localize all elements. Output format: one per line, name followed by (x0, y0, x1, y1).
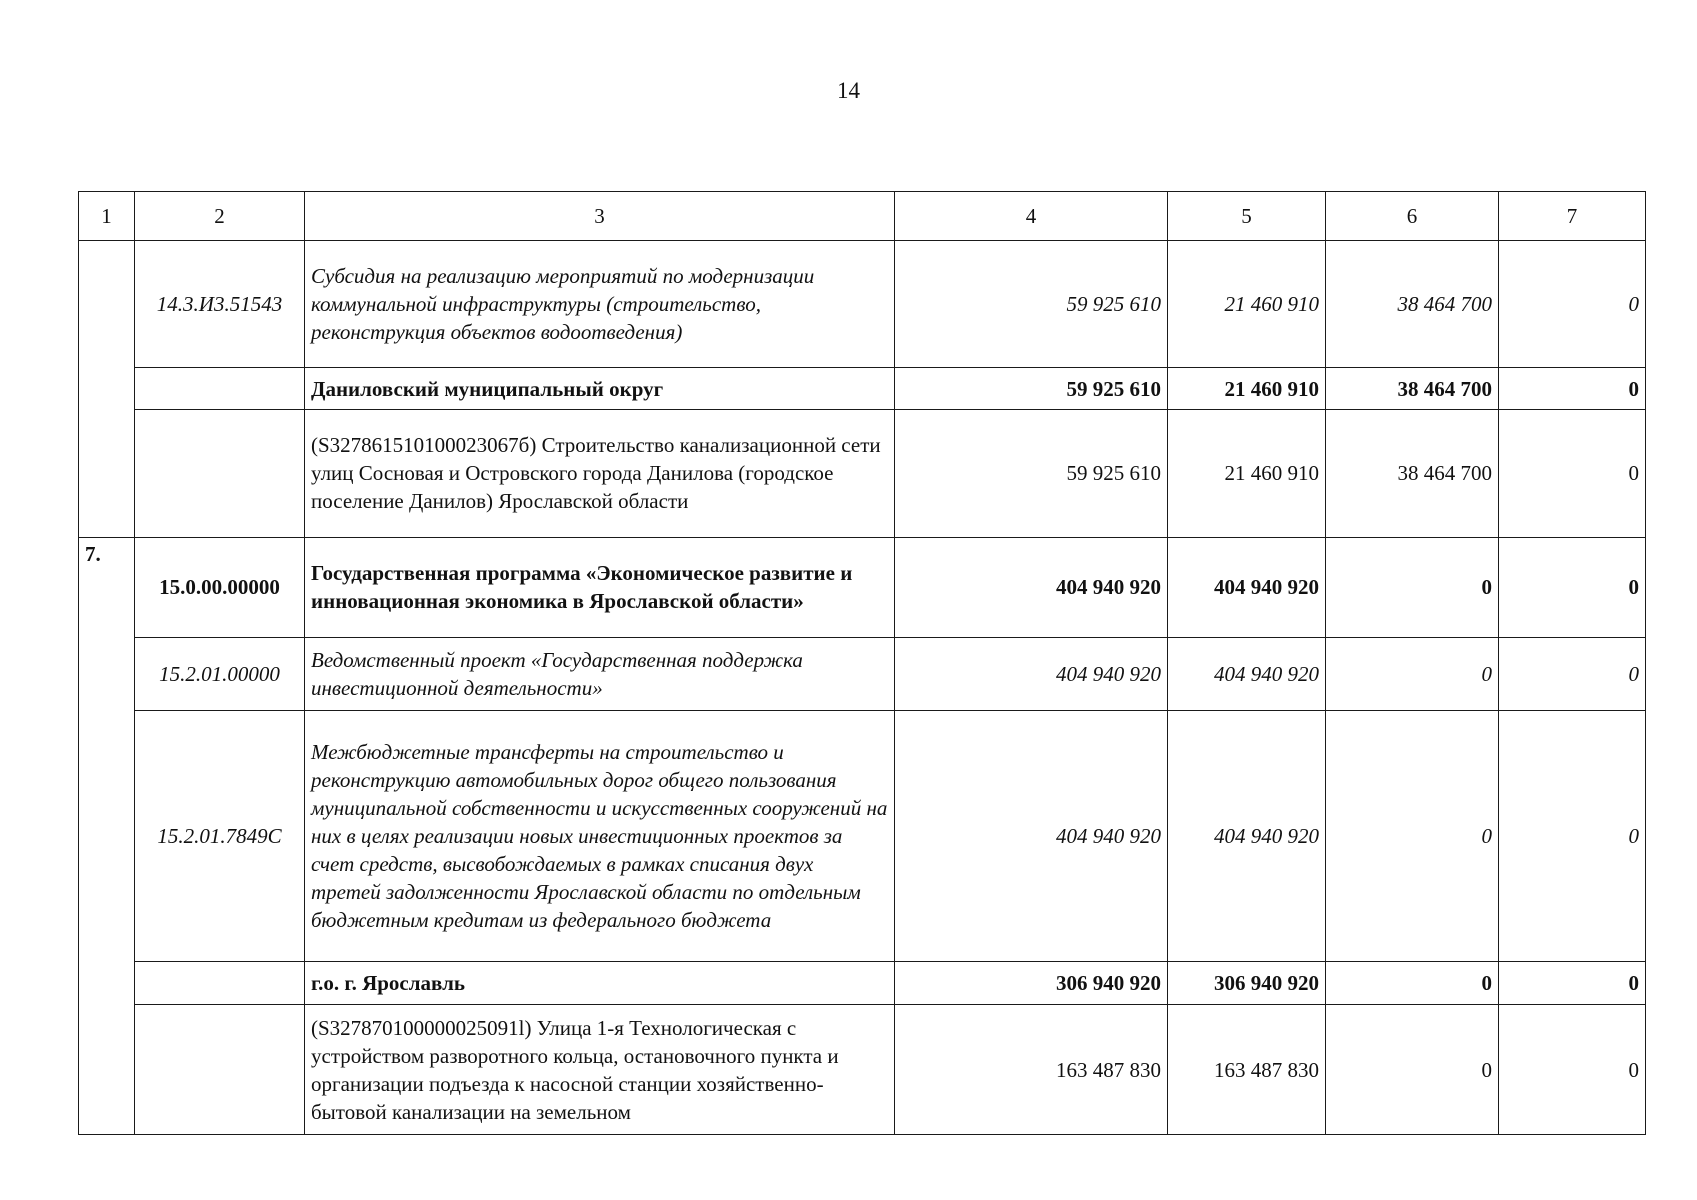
value-col-4: 306 940 920 (895, 961, 1168, 1005)
value-col-5: 21 460 910 (1168, 368, 1326, 410)
table-row (79, 710, 1646, 961)
value-col-7: 0 (1499, 241, 1646, 368)
header-cell-7: 7 (1499, 192, 1646, 241)
page-number: 14 (837, 78, 860, 103)
value-col-4: 59 925 610 (895, 410, 1168, 537)
value-col-6: 38 464 700 (1326, 410, 1499, 537)
value-col-4: 59 925 610 (895, 241, 1168, 368)
value-col-7: 0 (1499, 368, 1646, 410)
item-description: (S327870100000025091l) Улица 1-я Технологическая с устройством разворотного кольца, остановочного пункта и организации подъезда к насосной станции хозяйственно-бытовой канализации на земельном (305, 1005, 895, 1135)
header-cell-1: 1 (79, 192, 135, 241)
header-row (79, 192, 1646, 241)
budget-code: 15.2.01.7849С (135, 710, 305, 961)
row-number: 7. (79, 537, 135, 1134)
value-col-4: 404 940 920 (895, 537, 1168, 637)
table-row (79, 241, 1646, 368)
value-col-5: 404 940 920 (1168, 710, 1326, 961)
budget-code (135, 961, 305, 1005)
header-cell-4: 4 (895, 192, 1168, 241)
value-col-6: 0 (1326, 1005, 1499, 1135)
item-description: Государственная программа «Экономическое развитие и инновационная экономика в Ярославской области» (305, 537, 895, 637)
value-col-7: 0 (1499, 1005, 1646, 1135)
table-row (79, 961, 1646, 1005)
value-col-4: 163 487 830 (895, 1005, 1168, 1135)
table-row (79, 537, 1646, 637)
table-row (79, 368, 1646, 410)
value-col-7: 0 (1499, 637, 1646, 710)
value-col-5: 404 940 920 (1168, 537, 1326, 637)
value-col-5: 404 940 920 (1168, 637, 1326, 710)
value-col-7: 0 (1499, 710, 1646, 961)
table-row (79, 637, 1646, 710)
header-cell-2: 2 (135, 192, 305, 241)
value-col-5: 306 940 920 (1168, 961, 1326, 1005)
budget-table (78, 191, 1646, 1135)
value-col-5: 21 460 910 (1168, 241, 1326, 368)
budget-code: 15.0.00.00000 (135, 537, 305, 637)
value-col-4: 59 925 610 (895, 368, 1168, 410)
header-cell-5: 5 (1168, 192, 1326, 241)
value-col-7: 0 (1499, 961, 1646, 1005)
item-description: Даниловский муниципальный округ (305, 368, 895, 410)
budget-code: 15.2.01.00000 (135, 637, 305, 710)
budget-code (135, 368, 305, 410)
value-col-6: 38 464 700 (1326, 368, 1499, 410)
value-col-4: 404 940 920 (895, 710, 1168, 961)
budget-code (135, 410, 305, 537)
row-number (79, 241, 135, 538)
budget-code (135, 1005, 305, 1135)
header-cell-6: 6 (1326, 192, 1499, 241)
table-row (79, 1005, 1646, 1135)
table-row (79, 410, 1646, 537)
value-col-7: 0 (1499, 537, 1646, 637)
value-col-7: 0 (1499, 410, 1646, 537)
value-col-6: 38 464 700 (1326, 241, 1499, 368)
budget-code: 14.3.И3.51543 (135, 241, 305, 368)
item-description: Межбюджетные трансферты на строительство и реконструкцию автомобильных дорог общего пользования муниципальной собственности и искусственных сооружений на них в целях реализации новых инвестиционных проектов за счет средств, высвобождаемых в рамках списания двух третей задолженности Ярославской области по отдельным бюджетным кредитам из федерального бюджета (305, 710, 895, 961)
item-description: Ведомственный проект «Государственная поддержка инвестиционной деятельности» (305, 637, 895, 710)
value-col-6: 0 (1326, 961, 1499, 1005)
value-col-6: 0 (1326, 710, 1499, 961)
item-description: Субсидия на реализацию мероприятий по модернизации коммунальной инфраструктуры (строительство, реконструкция объектов водоотведения) (305, 241, 895, 368)
header-cell-3: 3 (305, 192, 895, 241)
value-col-6: 0 (1326, 637, 1499, 710)
value-col-5: 163 487 830 (1168, 1005, 1326, 1135)
value-col-5: 21 460 910 (1168, 410, 1326, 537)
value-col-6: 0 (1326, 537, 1499, 637)
item-description: г.о. г. Ярославль (305, 961, 895, 1005)
value-col-4: 404 940 920 (895, 637, 1168, 710)
item-description: (S327861510100023067б) Строительство канализационной сети улиц Сосновая и Островского города Данилова (городское поселение Данилов) Ярославской области (305, 410, 895, 537)
